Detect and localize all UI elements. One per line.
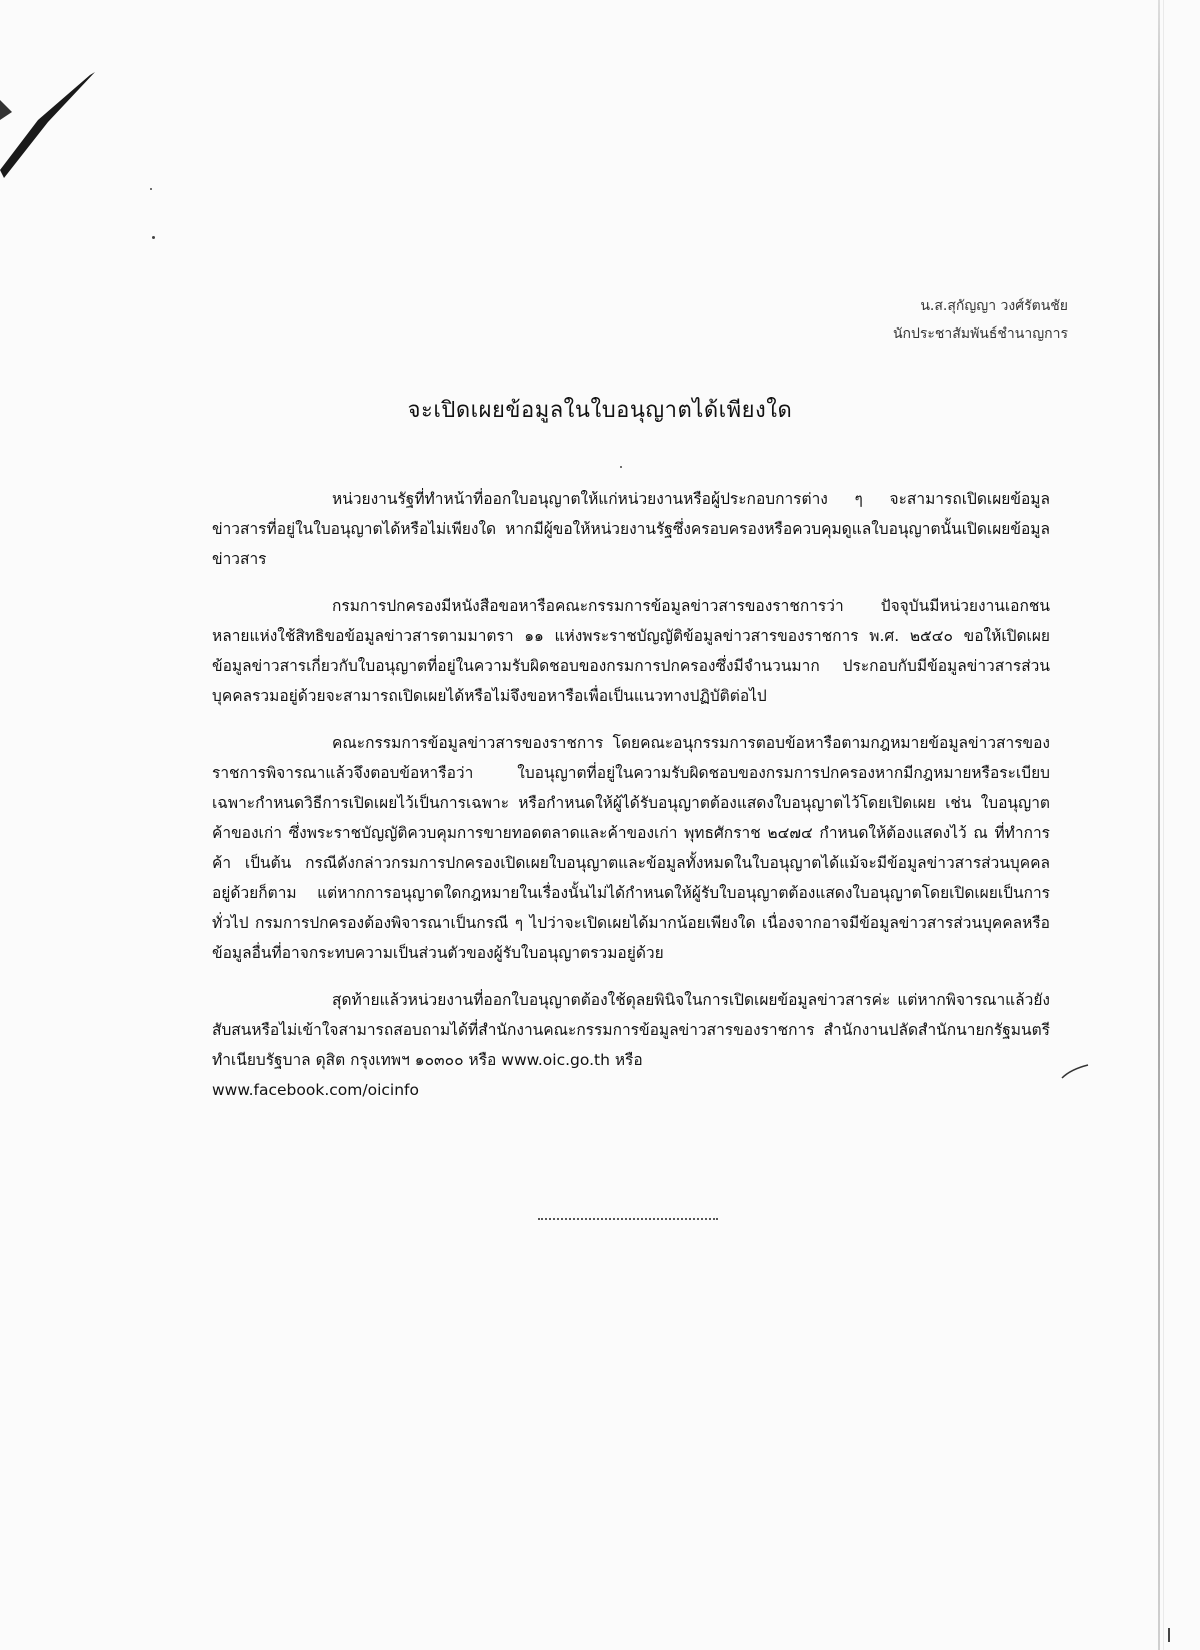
paragraph-conclusion (212, 985, 1050, 1105)
author-position: นักประชาสัมพันธ์ชำนาญการ (892, 326, 1068, 342)
paragraph-ruling: คณะกรรมการข้อมูลข่าวสารของราชการ โดยคณะอนุกรรมการตอบข้อหารือตามกฎหมายข้อมูลข่าวสารของราชการพิจารณาแล้วจึงตอบข้อหารือว่า ใบอนุญาตที่อยู่ในความรับผิดชอบของกรมการปกครองหากมีกฎหมายหรือระเบียบเฉพาะกำหนดวิธีการเปิดเผยไว้เป็นการเฉพาะ หรือกำหนดให้ผู้ได้รับอนุญาตต้องแสดงใบอนุญาตไว้โดยเปิดเผย เช่น ใบอนุญาตค้าของเก่า ซึ่งพระราชบัญญัติควบคุมการขายทอดตลาดและค้าของเก่า พุทธศักราช ๒๔๗๔ กำหนดให้ต้องแสดงไว้ ณ ที่ทำการค้า เป็นต้น กรณีดังกล่าวกรมการปกครองเปิดเผยใบอนุญาตและข้อมูลทั้งหมดในใบอนุญาตได้แม้จะมีข้อมูลข่าวสารส่วนบุคคลอยู่ด้วยก็ตาม แต่หากการอนุญาตใดกฎหมายในเรื่องนั้นไม่ได้กำหนดให้ผู้รับใบอนุญาตต้องแสดงใบอนุญาตโดยเปิดเผยเป็นการทั่วไป กรมการปกครองต้องพิจารณาเป็นกรณี ๆ ไปว่าจะเปิดเผยได้มากน้อยเพียงใด เนื่องจากอาจมีข้อมูลข่าวสารส่วนบุคคลหรือข้อมูลอื่นที่อาจกระทบความเป็นส่วนตัวของผู้รับใบอนุญาตรวมอยู่ด้วย (212, 734, 1050, 962)
scan-speck (1168, 1628, 1170, 1642)
scan-edge-line (1158, 0, 1160, 1650)
facebook-url: www.facebook.com/oicinfo (212, 1081, 419, 1099)
document-title: จะเปิดเผยข้อมูลในใบอนุญาตได้เพียงใด (407, 398, 793, 423)
scan-corner-mark (0, 60, 110, 180)
paragraph-inquiry: กรมการปกครองมีหนังสือขอหารือคณะกรรมการข้อมูลข่าวสารของราชการว่า ปัจจุบันมีหน่วยงานเอกชนหลายแห่งใช้สิทธิขอข้อมูลข่าวสารตามมาตรา ๑๑ แห่งพระราชบัญญัติข้อมูลข่าวสารของราชการ พ.ศ. ๒๕๔๐ ขอให้เปิดเผยข้อมูลข่าวสารเกี่ยวกับใบอนุญาตที่อยู่ในความรับผิดชอบของกรมการปกครองซึ่งมีจำนวนมาก ประกอบกับมีข้อมูลข่าวสารส่วนบุคคลรวมอยู่ด้วยจะสามารถเปิดเผยได้หรือไม่จึงขอหารือเพื่อเป็นแนวทางปฏิบัติต่อไป (212, 597, 1050, 705)
scan-edge-line-faint (1163, 0, 1164, 1650)
end-divider (538, 1218, 718, 1220)
author-block (893, 292, 1068, 348)
scan-speck (150, 188, 152, 190)
document-body (212, 484, 1050, 1105)
conclusion-text: สุดท้ายแล้วหน่วยงานที่ออกใบอนุญาตต้องใช้ดุลยพินิจในการเปิดเผยข้อมูลข่าวสารค่ะ แต่หากพิจารณาแล้วยังสับสนหรือไม่เข้าใจสามารถสอบถามได้ที่สำนักงานคณะกรรมการข้อมูลข่าวสารของราชการ สำนักงานปลัดสำนักนายกรัฐมนตรี ทำเนียบรัฐบาล ดุสิต กรุงเทพฯ ๑๐๓๐๐ หรือ www.oic.go.th หรือ (212, 991, 1050, 1069)
scan-speck (152, 236, 155, 239)
author-name: น.ส.สุกัญญา วงศ์รัตนชัย (920, 298, 1068, 314)
handwritten-pen-mark (1060, 1062, 1090, 1082)
paragraph-intro: หน่วยงานรัฐที่ทำหน้าที่ออกใบอนุญาตให้แก่หน่วยงานหรือผู้ประกอบการต่าง ๆ จะสามารถเปิดเผยข้อมูลข่าวสารที่อยู่ในใบอนุญาตได้หรือไม่เพียงใด หากมีผู้ขอให้หน่วยงานรัฐซึ่งครอบครองหรือควบคุมดูแลใบอนุญาตนั้นเปิดเผยข้อมูลข่าวสาร (212, 490, 1050, 568)
scan-speck (620, 466, 622, 468)
